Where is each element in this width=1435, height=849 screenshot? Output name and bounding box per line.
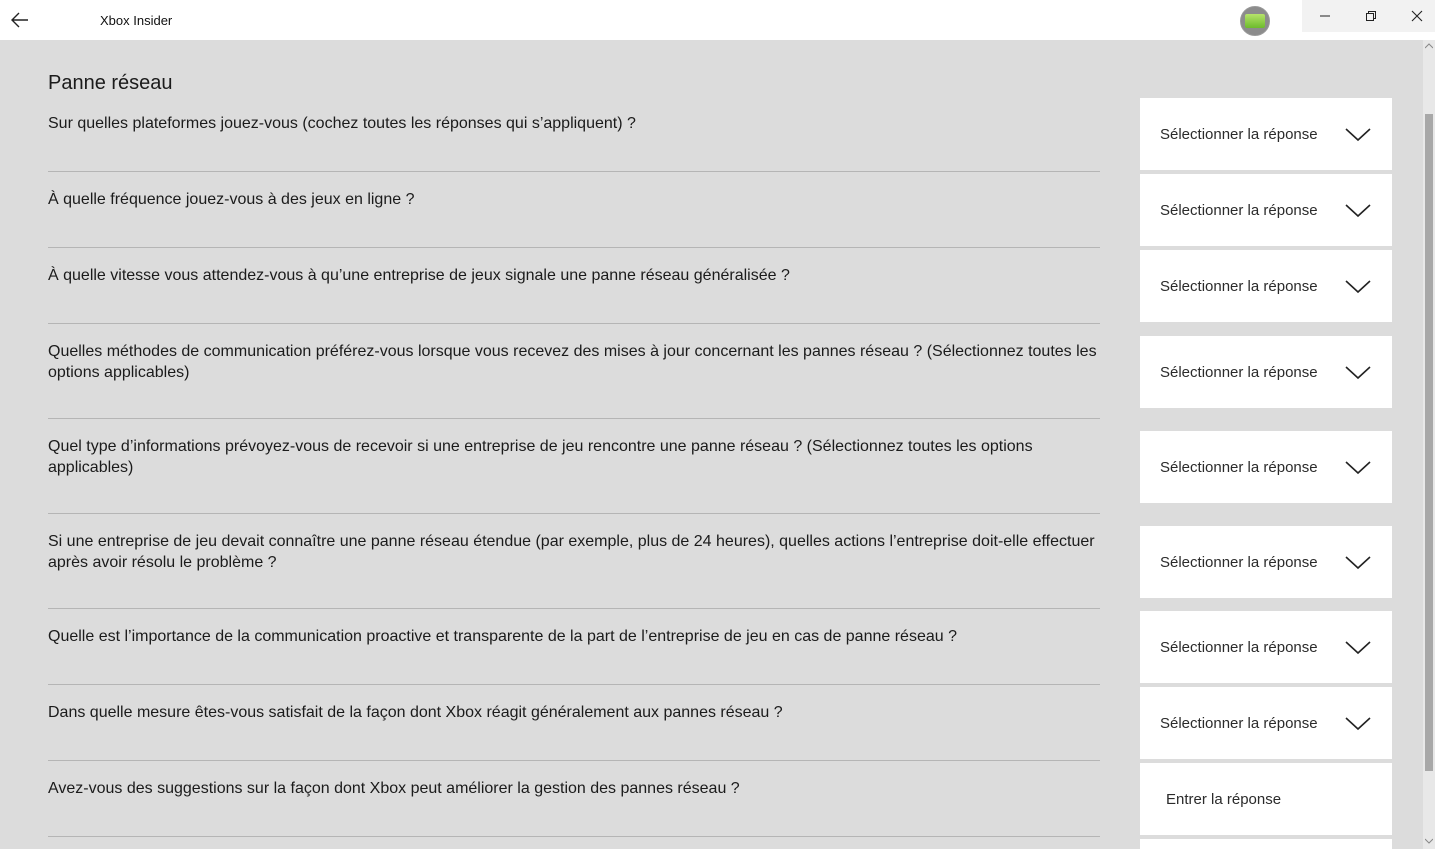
divider xyxy=(48,608,1100,609)
answer-text-input-partial[interactable] xyxy=(1140,839,1392,849)
back-arrow-icon xyxy=(11,12,29,28)
answer-dropdown[interactable] xyxy=(1140,431,1392,503)
close-button[interactable] xyxy=(1394,0,1435,32)
section-title: Panne réseau xyxy=(48,72,173,94)
divider xyxy=(48,513,1100,514)
answer-dropdown[interactable] xyxy=(1140,250,1392,322)
dropdown-value: Sélectionner la réponse xyxy=(1160,364,1318,381)
dropdown-value: Sélectionner la réponse xyxy=(1160,639,1318,656)
answer-dropdown[interactable] xyxy=(1140,611,1392,683)
answer-dropdown[interactable] xyxy=(1140,526,1392,598)
answer-text-input[interactable] xyxy=(1140,763,1392,835)
chevron-down-icon xyxy=(1344,552,1372,572)
answer-dropdown[interactable] xyxy=(1140,336,1392,408)
question-text: Sur quelles plateformes jouez-vous (cochez toutes les réponses qui s’appliquent) ? xyxy=(48,115,636,132)
survey-content xyxy=(0,40,1423,849)
chevron-down-icon xyxy=(1344,124,1372,144)
divider xyxy=(48,760,1100,761)
question-text: Quel type d’informations prévoyez-vous de recevoir si une entreprise de jeu rencontre une panne réseau ? (Sélectionnez toutes les options applicables) xyxy=(48,438,1033,476)
user-avatar[interactable] xyxy=(1240,6,1270,36)
question-text: Avez-vous des suggestions sur la façon dont Xbox peut améliorer la gestion des pannes réseau ? xyxy=(48,780,740,797)
chevron-down-icon xyxy=(1344,713,1372,733)
app-title: Xbox Insider xyxy=(100,13,173,28)
dropdown-value: Sélectionner la réponse xyxy=(1160,715,1318,732)
dropdown-value: Sélectionner la réponse xyxy=(1160,278,1318,295)
question-text: Si une entreprise de jeu devait connaître une panne réseau étendue (par exemple, plus de 24 heures), quelles actions l’entreprise doit-elle effectuer après avoir résolu le problème ? xyxy=(48,533,1095,571)
restore-icon xyxy=(1365,10,1377,22)
dropdown-value: Sélectionner la réponse xyxy=(1160,126,1318,143)
dropdown-value: Sélectionner la réponse xyxy=(1160,554,1318,571)
vertical-scrollbar[interactable] xyxy=(1423,40,1435,849)
question-text: Quelles méthodes de communication préférez-vous lorsque vous recevez des mises à jour concernant les pannes réseau ? (Sélectionnez toutes les options applicables) xyxy=(48,343,1097,381)
divider xyxy=(48,684,1100,685)
chevron-down-icon xyxy=(1344,276,1372,296)
answer-dropdown[interactable] xyxy=(1140,687,1392,759)
minimize-icon xyxy=(1319,10,1331,22)
chevron-down-icon xyxy=(1344,200,1372,220)
back-button[interactable] xyxy=(0,0,40,40)
scrollbar-thumb[interactable] xyxy=(1425,114,1433,771)
divider xyxy=(48,171,1100,172)
answer-dropdown[interactable] xyxy=(1140,98,1392,170)
title-bar xyxy=(0,0,1435,40)
chevron-down-icon xyxy=(1344,637,1372,657)
chevron-down-icon xyxy=(1344,362,1372,382)
minimize-button[interactable] xyxy=(1302,0,1348,32)
divider xyxy=(48,418,1100,419)
dropdown-value: Sélectionner la réponse xyxy=(1160,202,1318,219)
scroll-down-arrow-icon[interactable] xyxy=(1425,838,1433,844)
scroll-up-arrow-icon[interactable] xyxy=(1425,43,1433,49)
divider xyxy=(48,836,1100,837)
question-text: À quelle vitesse vous attendez-vous à qu’une entreprise de jeux signale une panne réseau généralisée ? xyxy=(48,267,790,284)
question-text: Quelle est l’importance de la communication proactive et transparente de la part de l’entreprise de jeu en cas de panne réseau ? xyxy=(48,628,957,645)
divider xyxy=(48,323,1100,324)
close-icon xyxy=(1411,10,1423,22)
restore-button[interactable] xyxy=(1348,0,1394,32)
chevron-down-icon xyxy=(1344,457,1372,477)
answer-dropdown[interactable] xyxy=(1140,174,1392,246)
divider xyxy=(48,247,1100,248)
dropdown-value: Sélectionner la réponse xyxy=(1160,459,1318,476)
question-text: À quelle fréquence jouez-vous à des jeux en ligne ? xyxy=(48,191,415,208)
question-text: Dans quelle mesure êtes-vous satisfait de la façon dont Xbox réagit généralement aux pannes réseau ? xyxy=(48,704,783,721)
